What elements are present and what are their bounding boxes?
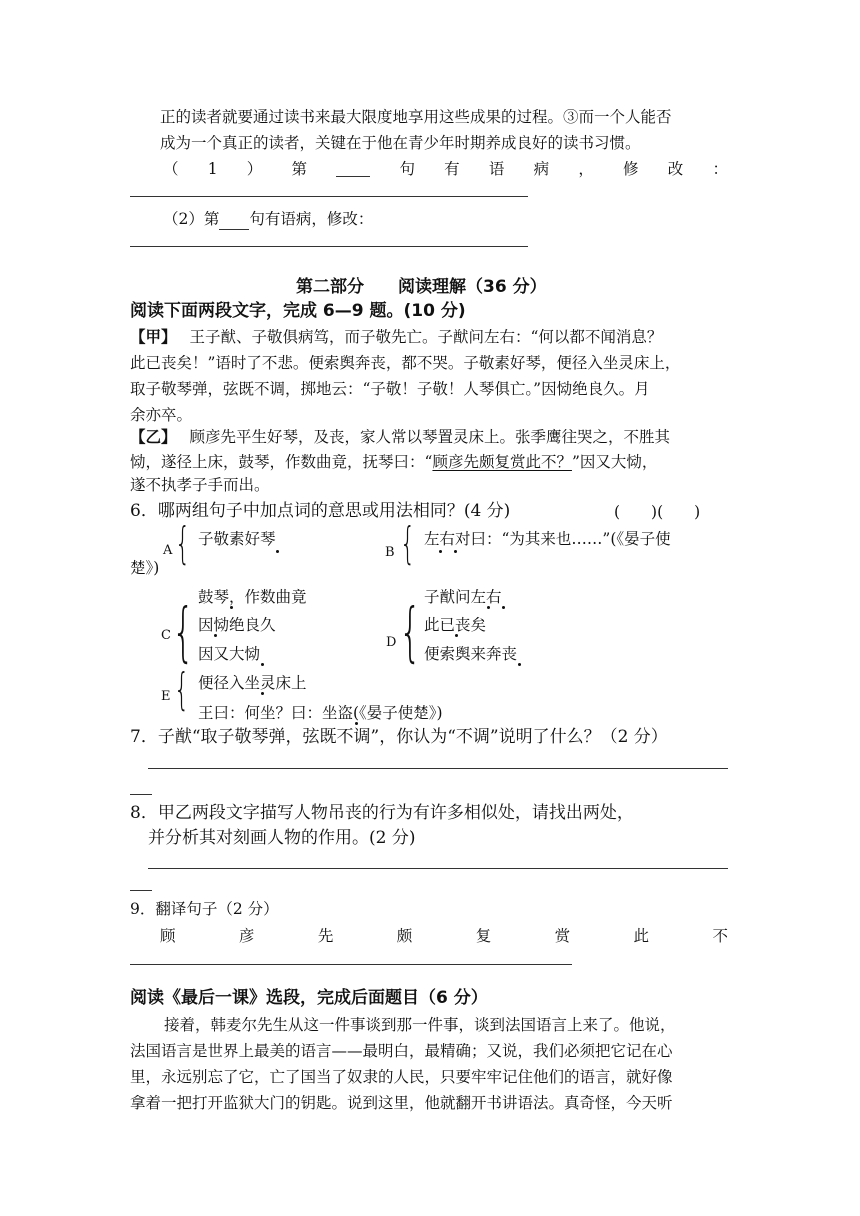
q1-part: 病 <box>533 160 550 178</box>
part2-instruction: 阅读下面两段文字，完成 6—9 题。(10 分) <box>130 301 466 321</box>
option-d-line-2: 此已丧矣 <box>424 616 487 634</box>
q9-answer-line[interactable] <box>130 964 572 965</box>
q1-answer-line[interactable] <box>130 196 528 197</box>
option-d-label: D <box>386 635 397 650</box>
q2-line <box>163 208 373 230</box>
option-a-label: A <box>163 543 173 558</box>
option-a-line-1: 子敬素好琴 <box>198 530 276 548</box>
q9-char: 赏 <box>554 927 571 945</box>
q1-part: ） <box>246 160 263 178</box>
option-e-line-1: 便径入坐灵床上 <box>198 674 307 692</box>
passage-jia-label: 【甲】 <box>130 328 177 346</box>
option-b-line-1: 左右对曰：“为其来也……”(《晏子使 <box>424 530 671 548</box>
q8-line-2: 并分析其对刻画人物的作用。(2 分) <box>148 828 416 848</box>
brace-icon: { <box>399 596 422 670</box>
q1-line <box>163 158 728 180</box>
passage-yi-text-a: 恸，遂径上床，鼓琴，作数曲竟，抚琴曰：“ <box>130 453 433 471</box>
q8-line-1: 8．甲乙两段文字描写人物吊丧的行为有许多相似处，请找出两处， <box>130 803 634 823</box>
brace-icon: { <box>400 518 416 569</box>
intro-line-1: 正的读者就要通过读书来最大限度地享用这些成果的过程。③而一个人能否 <box>160 108 672 126</box>
emphasis-dot <box>261 692 264 695</box>
emphasis-dot <box>502 606 505 609</box>
q7-answer-line-tail[interactable] <box>130 794 152 795</box>
q1-part: 有 <box>444 160 460 178</box>
q1-part: （ <box>163 160 179 178</box>
q8-answer-line-tail[interactable] <box>130 890 152 891</box>
option-c-line-2: 因恸绝良久 <box>198 616 276 634</box>
intro-line-2: 成为一个真正的读者，关键在于他在青少年时期养成良好的读书习惯。 <box>160 134 641 152</box>
emphasis-dot <box>355 722 358 725</box>
option-b-line-2: 楚》) <box>130 559 160 577</box>
emphasis-dot <box>439 550 442 553</box>
q2-prefix: （2）第 <box>163 210 220 228</box>
passage-yi-line-3: 遂不执孝子手而出。 <box>130 476 270 494</box>
q1-part: 语 <box>488 160 505 178</box>
brace-icon: { <box>172 596 195 670</box>
q1-part: 第 <box>291 160 308 178</box>
emphasis-dot <box>214 634 217 637</box>
q6-stem: 6．哪两组句子中加点词的意思或用法相同？(4 分) <box>130 501 511 521</box>
passage-yi-line-1 <box>130 426 670 448</box>
emphasis-dot <box>518 663 521 666</box>
q2-sentence-blank[interactable] <box>219 211 249 230</box>
option-c-label: C <box>161 628 171 643</box>
q9-char: 顾 <box>160 927 176 945</box>
option-c-line-1: 鼓琴，作数曲竟 <box>198 588 307 606</box>
reading2-instruction: 阅读《最后一课》选段，完成后面题目（6 分） <box>130 988 488 1008</box>
part2-heading: 第二部分 阅读理解（36 分） <box>296 277 547 297</box>
reading2-line-4: 拿着一把打开监狱大门的钥匙。说到这里，他就翻开书讲语法。真奇怪，今天听 <box>130 1094 673 1112</box>
emphasis-dot <box>455 634 458 637</box>
option-c-line-3: 因又大恸 <box>198 645 261 663</box>
emphasis-dot <box>487 606 490 609</box>
option-b-label: B <box>385 545 395 560</box>
q1-part: 改 <box>667 160 684 178</box>
brace-icon: { <box>174 664 190 715</box>
q9-char: 颇 <box>396 927 413 945</box>
passage-jia-line-1 <box>130 326 662 348</box>
q9-sentence <box>160 925 728 947</box>
reading2-line-3: 里，永远别忘了它，亡了国当了奴隶的人民，只要牢牢记住他们的语言，就好像 <box>130 1068 673 1086</box>
emphasis-dot <box>230 606 233 609</box>
passage-yi-label: 【乙】 <box>130 428 177 446</box>
q6-answer-parens[interactable]: ( )( ) <box>614 503 701 521</box>
q1-part: 句 <box>399 160 415 178</box>
reading2-line-1: 接着，韩麦尔先生从这一件事谈到那一件事，谈到法国语言上来了。他说， <box>164 1016 676 1034</box>
q2-answer-line[interactable] <box>130 246 528 247</box>
reading2-line-2: 法国语言是世界上最美的语言——最明白，最精确；又说，我们必须把它记在心 <box>130 1042 673 1060</box>
q7-answer-line[interactable] <box>148 768 728 769</box>
option-d-line-3: 便索舆来奔丧 <box>424 645 518 663</box>
q1-part: 修 <box>623 160 639 178</box>
q1-part: ： <box>712 160 728 178</box>
passage-yi-text: 顾彦先平生好琴，及丧，家人常以琴置灵床上。张季鹰往哭之，不胜其 <box>189 428 670 446</box>
emphasis-dot <box>454 550 457 553</box>
option-d-line-1: 子猷问左右 <box>424 588 502 606</box>
passage-jia-text: 王子猷、子敬俱病笃，而子敬先亡。子猷问左右：“何以都不闻消息？ <box>189 328 663 346</box>
q1-part: 1 <box>207 160 218 178</box>
passage-jia-line-2: 此已丧矣！”语时了不悲。便索舆奔丧，都不哭。子敬素好琴，便径入坐灵床上， <box>130 354 681 372</box>
brace-icon: { <box>175 518 191 569</box>
option-e-line-2: 王曰：何坐？曰：坐盗(《晏子使楚》) <box>198 704 443 722</box>
passage-yi-underlined-sentence: 顾彦先颇复赏此不？ <box>432 453 572 471</box>
q1-part: ， <box>578 160 594 178</box>
passage-yi-line-2 <box>130 451 657 473</box>
q9-char: 不 <box>712 927 728 945</box>
emphasis-dot <box>261 663 264 666</box>
q2-suffix: 句有语病，修改： <box>249 210 374 228</box>
q9-char: 复 <box>475 927 492 945</box>
q9-stem: 9．翻译句子（2 分） <box>130 900 279 918</box>
q1-sentence-blank[interactable] <box>336 158 370 177</box>
q9-char: 彦 <box>238 927 255 945</box>
passage-yi-text-b: ”因又大恸， <box>571 453 658 471</box>
q7-stem: 7．子猷“取子敬琴弹，弦既不调”，你认为“不调”说明了什么？（2 分） <box>130 727 668 747</box>
passage-jia-line-3: 取子敬琴弹，弦既不调，掷地云：“子敬！子敬！人琴俱亡。”因恸绝良久。月 <box>130 380 650 398</box>
passage-jia-line-4: 余亦卒。 <box>130 406 193 424</box>
q9-char: 先 <box>317 927 334 945</box>
q8-answer-line[interactable] <box>148 868 728 869</box>
emphasis-dot <box>276 550 279 553</box>
q9-char: 此 <box>633 927 650 945</box>
option-e-label: E <box>161 689 171 704</box>
